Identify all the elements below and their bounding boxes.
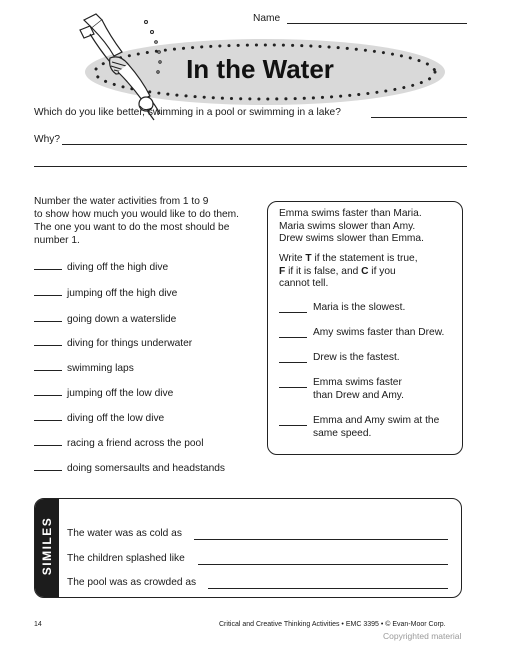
- activity-label: diving off the low dive: [67, 413, 165, 424]
- rank-blank[interactable]: [34, 445, 62, 446]
- footer-credit: Critical and Creative Thinking Activities • EMC 3395 • © Evan-Moor Corp.: [219, 621, 446, 628]
- activity-item: [34, 314, 176, 325]
- instr-key: C: [361, 265, 369, 277]
- answer-blank[interactable]: [279, 312, 307, 313]
- statement-label: Emma swims faster than Drew and Amy.: [313, 377, 404, 401]
- activity-item: [34, 262, 168, 273]
- fact-line: Drew swims slower than Emma.: [279, 233, 424, 244]
- activity-label: going down a waterslide: [67, 314, 177, 325]
- instruction-line: to show how much you would like to do them.: [34, 209, 239, 220]
- instruction-line: The one you want to do the most should be: [34, 222, 230, 233]
- activity-item: [34, 363, 134, 374]
- activity-label: racing a friend across the pool: [67, 438, 204, 449]
- activity-item: [34, 413, 164, 424]
- simile-answer-line[interactable]: [198, 564, 448, 565]
- statement-item: [279, 302, 459, 315]
- instr-text: if the statement is true,: [311, 253, 418, 264]
- name-label: Name: [253, 13, 281, 24]
- page-title: In the Water: [186, 54, 334, 84]
- statement-label: Amy swims faster than Drew.: [313, 327, 445, 338]
- logic-instructions: [279, 253, 418, 291]
- statement-label: Emma and Amy swim at the same speed.: [313, 415, 440, 439]
- simile-answer-line[interactable]: [194, 539, 448, 540]
- instruction-line: cannot tell.: [279, 278, 329, 289]
- rank-blank[interactable]: [34, 470, 62, 471]
- activity-label: swimming laps: [67, 363, 134, 374]
- instruction-line: [279, 253, 418, 266]
- simile-prompt: The water was as cold as: [67, 528, 182, 539]
- copyright-watermark: Copyrighted material: [383, 631, 462, 641]
- instruction-line: [279, 266, 418, 279]
- instr-text: if you: [368, 265, 396, 277]
- why-label: Why?: [34, 134, 61, 145]
- statement-label: Drew is the fastest.: [313, 352, 400, 363]
- similes-label: SIMILES: [40, 516, 54, 576]
- logic-facts: [279, 208, 424, 246]
- answer-line-3[interactable]: [34, 166, 467, 167]
- rank-blank[interactable]: [34, 345, 62, 346]
- rank-blank[interactable]: [34, 395, 62, 396]
- activity-item: [34, 463, 225, 474]
- fact-line: Emma swims faster than Maria.: [279, 208, 422, 219]
- rank-blank[interactable]: [34, 295, 62, 296]
- activity-item: [34, 438, 203, 449]
- instr-text: if it is false, and: [285, 265, 362, 277]
- activity-label: jumping off the low dive: [67, 388, 174, 399]
- activity-label: diving for things underwater: [67, 338, 193, 349]
- instr-key: F: [279, 265, 286, 277]
- answer-line-2[interactable]: [62, 144, 467, 145]
- activity-item: [34, 338, 192, 349]
- activities-instructions: [34, 195, 239, 247]
- simile-prompt: The pool was as crowded as: [67, 577, 197, 588]
- simile-answer-line[interactable]: [208, 588, 448, 589]
- instruction-line: Number the water activities from 1 to 9: [34, 196, 209, 207]
- statement-item: [279, 377, 459, 403]
- name-field[interactable]: [287, 23, 467, 24]
- answer-blank[interactable]: [279, 425, 307, 426]
- fact-line: Maria swims slower than Amy.: [279, 220, 416, 232]
- statement-item: [279, 415, 459, 441]
- activity-item: [34, 388, 173, 399]
- answer-blank[interactable]: [279, 362, 307, 363]
- rank-blank[interactable]: [34, 370, 62, 371]
- answer-blank[interactable]: [279, 387, 307, 388]
- answer-blank[interactable]: [279, 337, 307, 338]
- instr-text: Write: [279, 253, 306, 264]
- rank-blank[interactable]: [34, 420, 62, 421]
- page-number: 14: [34, 621, 42, 628]
- statement-item: [279, 327, 459, 340]
- statement-label: Maria is the slowest.: [313, 302, 406, 313]
- answer-line-1[interactable]: [371, 117, 467, 118]
- activity-label: jumping off the high dive: [67, 288, 178, 299]
- activity-label: diving off the high dive: [67, 262, 169, 273]
- question-pool-or-lake: Which do you like better, swimming in a pool or swimming in a lake?: [34, 107, 341, 118]
- simile-prompt: The children splashed like: [67, 553, 185, 564]
- activity-label: doing somersaults and headstands: [67, 463, 226, 474]
- instruction-line: number 1.: [34, 235, 80, 246]
- rank-blank[interactable]: [34, 269, 62, 270]
- statement-item: [279, 352, 459, 365]
- instr-key: T: [305, 253, 312, 264]
- activity-item: [34, 288, 177, 299]
- rank-blank[interactable]: [34, 321, 62, 322]
